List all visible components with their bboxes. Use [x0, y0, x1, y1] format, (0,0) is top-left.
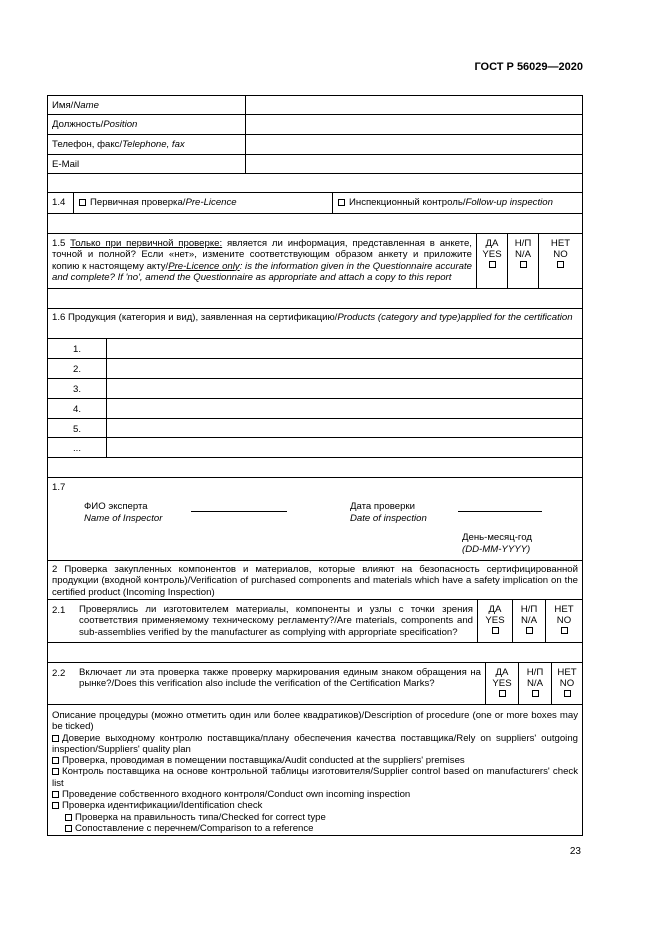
checkbox-icon[interactable] — [499, 690, 506, 697]
position-value[interactable] — [246, 115, 582, 134]
procedure-sub-option[interactable]: Сопоставление с перечнем/Comparison to a reference — [52, 823, 578, 834]
no-option[interactable]: НЕТ NO — [546, 600, 582, 642]
spacer-row — [47, 214, 583, 234]
checkbox-icon[interactable] — [338, 199, 345, 206]
checkbox-icon[interactable] — [79, 199, 86, 206]
section-1-6: 1.6 Продукция (категория и вид), заявленная на сертификацию/Products (category and type)applied for the certification — [47, 309, 583, 339]
email-value[interactable] — [246, 155, 582, 173]
product-value[interactable] — [107, 379, 582, 398]
inspection-date-field[interactable] — [458, 511, 542, 512]
procedure-option[interactable]: Проверка идентификации/Identification check — [52, 800, 578, 811]
checkbox-icon[interactable] — [65, 814, 72, 821]
standard-header: ГОСТ Р 56029—2020 — [474, 61, 583, 73]
product-row: 4. — [47, 399, 583, 419]
procedure-option[interactable]: Контроль поставщика на основе контрольной таблицы изготовителя/Supplier control based on manufacturers' check list — [52, 766, 578, 789]
product-row: ... — [47, 438, 583, 458]
procedure-option[interactable]: Доверие выходному контролю поставщика/плану обеспечения качества поставщика/Rely on suppliers' outgoing inspection/Suppliers' quality plan — [52, 732, 578, 755]
spacer-row — [47, 643, 583, 663]
product-value[interactable] — [107, 438, 582, 457]
spacer-row — [47, 458, 583, 478]
pre-licence-option[interactable]: Первичная проверка/Pre-Licence — [74, 193, 333, 213]
question-2-2: 2.2 Включает ли эта проверка также проверку маркирования единым знаком обращения на рынке?/Does this verification also include the verification of the Certification Marks? ДА YES Н/П N/A НЕТ NO — [47, 663, 583, 705]
product-row: 1. — [47, 339, 583, 359]
spacer-row — [47, 289, 583, 309]
product-value[interactable] — [107, 419, 582, 437]
product-row: 3. — [47, 379, 583, 399]
checkbox-icon[interactable] — [557, 261, 564, 268]
checkbox-icon[interactable] — [532, 690, 539, 697]
procedure-option[interactable]: Проведение собственного входного контроля/Conduct own incoming inspection — [52, 789, 578, 800]
phone-row: Телефон, факс/Telephone, fax — [48, 135, 582, 155]
procedure-sub-option[interactable]: Проверка на правильность типа/Checked for correct type — [52, 812, 578, 823]
checkbox-icon[interactable] — [526, 627, 533, 634]
no-option[interactable]: НЕТ NO — [539, 234, 582, 288]
section-1-4: 1.4 Первичная проверка/Pre-Licence Инспекционный контроль/Follow-up inspection — [47, 193, 583, 214]
page-number: 23 — [569, 846, 581, 857]
procedure-description: Описание процедуры (можно отметить один или более квадратиков)/Description of procedure (one or more boxes may be ticked) Доверие выходному контролю поставщика/плану обеспечения качества поставщика/Rely on suppliers' outgoing inspection/Suppliers' quality plan Проверка, проводимая в помещении поставщика/Audit conducted at the suppliers' premises Контроль поставщика на основе контрольной таблицы изготовителя/Supplier control based on manufacturers' check list Проведение собственного входного контроля/Conduct own incoming inspection Проверка идентификации/Identification check Проверка на правильность типа/Checked for correct type Сопоставление с перечнем/Comparison to a reference — [47, 705, 583, 836]
name-row: Имя/Name — [48, 96, 582, 115]
checkbox-icon[interactable] — [520, 261, 527, 268]
procedure-option[interactable]: Проверка, проводимая в помещении поставщика/Audit conducted at the suppliers' premises — [52, 755, 578, 766]
checkbox-icon[interactable] — [564, 690, 571, 697]
inspector-name-field[interactable] — [191, 511, 287, 512]
na-option[interactable]: Н/П N/A — [513, 600, 546, 642]
product-row: 2. — [47, 359, 583, 379]
checkbox-icon[interactable] — [52, 768, 59, 775]
checkbox-icon[interactable] — [52, 802, 59, 809]
name-value[interactable] — [246, 96, 582, 114]
checkbox-icon[interactable] — [492, 627, 499, 634]
product-value[interactable] — [107, 359, 582, 378]
na-option[interactable]: Н/П N/A — [508, 234, 539, 288]
product-value[interactable] — [107, 399, 582, 418]
checkbox-icon[interactable] — [52, 735, 59, 742]
phone-value[interactable] — [246, 135, 582, 154]
checkbox-icon[interactable] — [52, 757, 59, 764]
checkbox-icon[interactable] — [52, 791, 59, 798]
follow-up-option[interactable]: Инспекционный контроль/Follow-up inspection — [333, 193, 582, 213]
contact-table — [47, 95, 583, 193]
na-option[interactable]: Н/П N/A — [519, 663, 552, 704]
yes-option[interactable]: ДА YES — [477, 234, 508, 288]
section-1-5: 1.5 Только при первичной проверке: является ли информация, представленная в анкете, точной и полной? Если «нет», измените соответствующим образом анкету и приложите копию к настоящему акту/Pre-Licence only: is the information given in the Questionnaire accurate and complete? If 'no', amend the Questionnaire as appropriate and attach a copy to this report ДА YES Н/П N/A НЕТ NO — [47, 234, 583, 289]
yes-option[interactable]: ДА YES — [486, 663, 519, 704]
checkbox-icon[interactable] — [561, 627, 568, 634]
question-2-1: 2.1 Проверялись ли изготовителем материалы, компоненты и узлы с точки зрения соответствия применяемому техническому регламенту?/Are materials, components and sub-assemblies verified by the manufacturer as complying with appropriate specification? ДА YES Н/П N/A НЕТ NO — [47, 600, 583, 643]
checkbox-icon[interactable] — [489, 261, 496, 268]
email-row: E-Mail — [48, 155, 582, 174]
position-row: Должность/Position — [48, 115, 582, 135]
product-value[interactable] — [107, 339, 582, 358]
no-option[interactable]: НЕТ NO — [552, 663, 582, 704]
yes-option[interactable]: ДА YES — [478, 600, 513, 642]
product-row: 5. — [47, 419, 583, 438]
checkbox-icon[interactable] — [65, 825, 72, 832]
section-1-7: 1.7 ФИО эксперта Name of Inspector Дата проверки Date of inspection День-месяц-год (DD-MM-YYYY) — [47, 478, 583, 561]
section-2-title: 2 Проверка закупленных компонентов и материалов, которые влияют на безопасность сертифицированной продукции (входной контроль)/Verification of purchased components and materials which have a safety implication on the certified product (Incoming Inspection) — [47, 561, 583, 600]
